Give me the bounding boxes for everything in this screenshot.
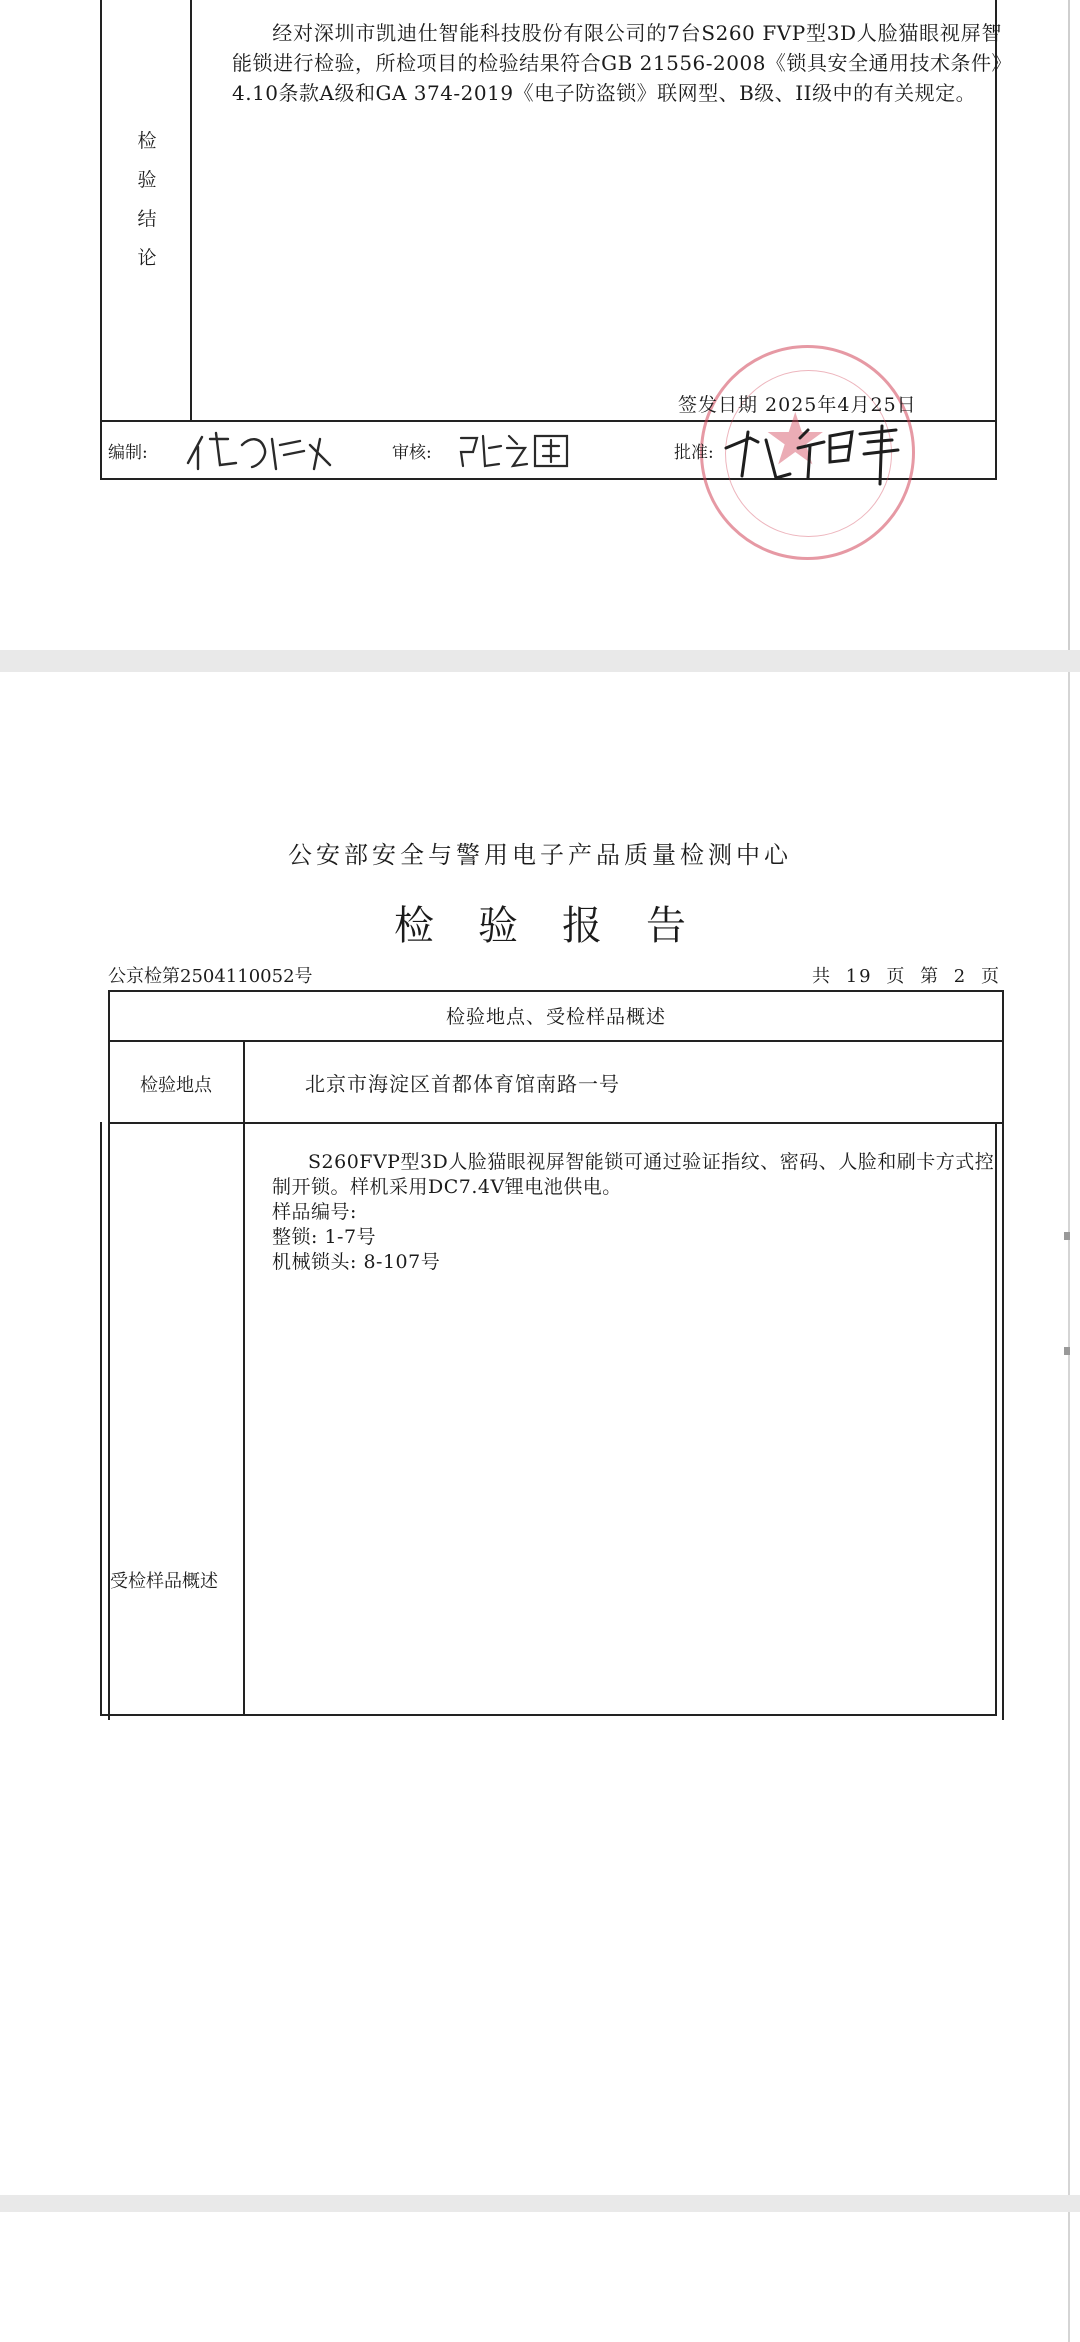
- sign-date: 签发日期 2025年4月25日: [678, 394, 917, 416]
- compiled-label: 编制:: [108, 443, 148, 463]
- page-edge-shadow: [1068, 672, 1070, 2195]
- table-right-border: [1002, 990, 1004, 1720]
- report-page-2: [0, 672, 1080, 2195]
- sample-description: S260FVP型3D人脸猫眼视屏智能锁可通过验证指纹、密码、人脸和刷卡方式控制开锁。样机采用DC7.4V锂电池供电。 样品编号: 整锁: 1-7号 机械锁头: 8-107号: [272, 1150, 1002, 1275]
- report-page-3: [0, 2212, 1080, 2342]
- table-bottom-border: [100, 1714, 997, 1716]
- report-title: 检验报告: [394, 903, 730, 949]
- organization-title: 公安部安全与警用电子产品质量检测中心: [288, 841, 792, 869]
- conclusion-text: 经对深圳市凯迪仕智能科技股份有限公司的7台S260 FVP型3D人脸猫眼视屏智能锁进行检验，所检项目的检验结果符合GB 21556-2008《锁具安全通用技术条件》4.10条款A级和GA 374-2019《电子防盗锁》联网型、B级、II级中的有关规定。: [232, 21, 1002, 105]
- conclusion-label: 检 验 结 论: [137, 130, 157, 269]
- page-edge-shadow: [1068, 2212, 1070, 2342]
- approved-signature: [720, 418, 920, 488]
- report-number: 公京检第2504110052号: [108, 966, 313, 987]
- table-left-border-upper: [108, 990, 110, 1720]
- section-header: 检验地点、受检样品概述: [445, 1006, 666, 1028]
- report-page-1: [0, 0, 1080, 650]
- mechanical-cylinder-numbers: 机械锁头: 8-107号: [272, 1251, 441, 1273]
- reviewed-label: 审核:: [392, 443, 432, 463]
- table-column-divider: [190, 0, 192, 420]
- label-column-divider: [243, 1040, 245, 1716]
- table-border-left: [100, 0, 102, 480]
- official-seal: ★: [700, 345, 915, 560]
- edge-mark: [1064, 1232, 1070, 1240]
- edge-mark: [1064, 1347, 1070, 1355]
- complete-lock-numbers: 整锁: 1-7号: [272, 1226, 377, 1248]
- sample-label: 受检样品概述: [110, 1571, 218, 1592]
- table-left-border-lower: [100, 1122, 102, 1716]
- reviewed-signature: [455, 428, 575, 472]
- approved-label: 批准:: [674, 443, 714, 463]
- page-edge-shadow: [1068, 0, 1070, 650]
- location-label: 检验地点: [140, 1075, 212, 1096]
- compiled-signature: [180, 425, 340, 475]
- page-count: 共 19 页 第 2 页: [812, 966, 1001, 987]
- table-top-border: [108, 990, 1004, 992]
- location-value: 北京市海淀区首都体育馆南路一号: [305, 1072, 620, 1096]
- sample-number-label: 样品编号:: [272, 1201, 357, 1223]
